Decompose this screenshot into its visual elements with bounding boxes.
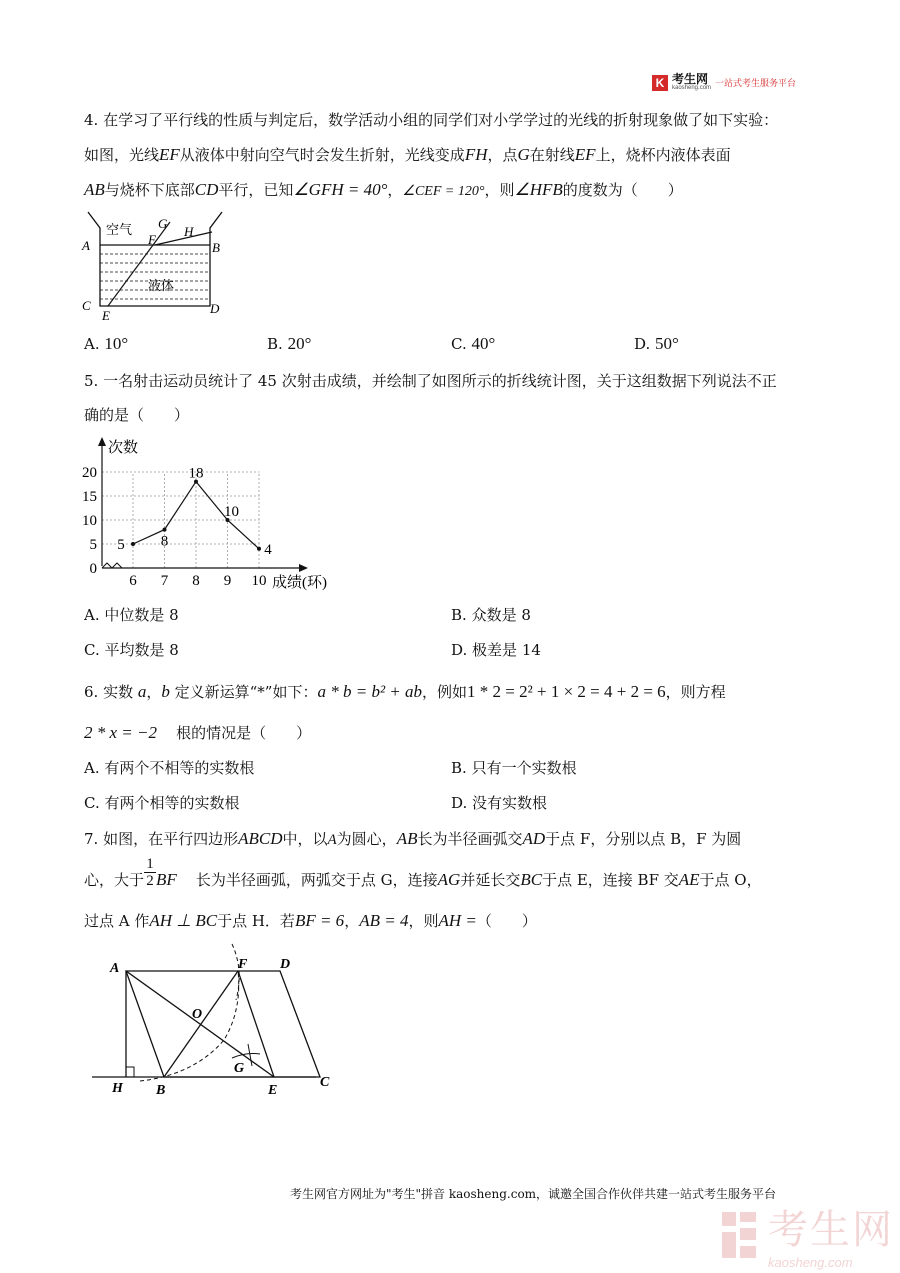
x-tick-label: 9 (223, 573, 232, 589)
label-G: G (158, 216, 168, 231)
y-axis-label: 次数 (108, 440, 139, 456)
label-D: D (210, 301, 220, 316)
data-label: 18 (188, 465, 204, 482)
q7-line3: 过点 A 作AH ⊥ BC于点 H．若BF = 6，AB = 4，则AH =（ ） (84, 911, 537, 930)
q7-line2: 心，大于 $\frac{1}{2}$ BF 长为半径画弧，两弧交于点 G，连接AG并延长交BC于点 E，连接 BF 交AE于点 O， (84, 856, 762, 889)
y-tick-label: 5 (89, 537, 97, 553)
q4-option-c[interactable]: C. 40° (451, 334, 496, 353)
q5-line1: 5. 一名射击运动员统计了 45 次射击成绩，并绘制了如图所示的折线统计图，关于这组数据下列说法不正 (84, 372, 777, 390)
axis-break-icon (102, 563, 122, 568)
label-D: D (280, 957, 291, 972)
q4-line3: AB与烧杯下底部CD平行，已知∠GFH = 40°，∠CEF = 120°，则∠HFB的度数为（ ） (84, 180, 683, 199)
watermark-logo-icon (718, 1206, 762, 1262)
q7-parallelogram-figure (84, 940, 354, 1100)
y-tick-label: 10 (82, 513, 97, 529)
q6-line1: 6. 实数 a，b 定义新运算“*”如下：a * b = b² + ab，例如1 * 2 = 2² + 1 × 2 = 4 + 2 = 6，则方程 (84, 682, 726, 701)
y-tick-label: 15 (82, 489, 97, 505)
x-tick-label: 6 (129, 573, 137, 589)
data-point (257, 547, 261, 551)
q5-option-b[interactable]: B. 众数是 8 (451, 606, 531, 624)
data-label: 4 (264, 541, 272, 558)
q5-line2: 确的是（ ） (84, 406, 190, 424)
label-C: C (82, 298, 91, 313)
q6-option-b[interactable]: B. 只有一个实数根 (451, 759, 577, 777)
q4-option-a[interactable]: A. 10° (84, 334, 129, 353)
data-label: 8 (160, 533, 169, 550)
parallelogram-abcd (126, 971, 320, 1077)
q4-beaker-figure (78, 208, 228, 323)
x-axis-arrow-icon (299, 564, 308, 572)
label-air: 空气 (106, 222, 133, 237)
label-B: B (212, 240, 220, 255)
q6-option-c[interactable]: C. 有两个相等的实数根 (84, 794, 240, 812)
chart-grid (102, 472, 260, 568)
label-G: G (234, 1061, 245, 1076)
label-E: E (102, 308, 110, 323)
q5-option-a[interactable]: A. 中位数是 8 (84, 606, 179, 624)
q6-option-d[interactable]: D. 没有实数根 (451, 794, 548, 812)
arc-g-2 (248, 1044, 252, 1066)
segment-bf (164, 971, 238, 1077)
x-tick-label: 8 (192, 573, 200, 589)
q4-option-b[interactable]: B. 20° (267, 334, 312, 353)
label-H: H (184, 224, 194, 239)
header-slogan: 一站式考生服务平台 (715, 79, 797, 89)
y-axis-arrow-icon (98, 437, 106, 446)
y-tick-labels (82, 465, 97, 577)
label-liquid: 液体 (148, 278, 175, 293)
q6-option-a[interactable]: A. 有两个不相等的实数根 (84, 759, 255, 777)
x-tick-labels (129, 573, 266, 589)
watermark-sub: kaosheng.com (768, 1255, 853, 1270)
logo-domain: kaosheng.com (672, 85, 712, 91)
data-label: 5 (117, 537, 125, 553)
q5-option-c[interactable]: C. 平均数是 8 (84, 641, 179, 659)
x-tick-label: 10 (251, 573, 267, 589)
q4-option-d[interactable]: D. 50° (634, 334, 679, 353)
label-A: A (110, 961, 120, 976)
header-logo (652, 73, 796, 92)
label-O: O (192, 1007, 203, 1022)
x-tick-label: 7 (160, 573, 169, 589)
label-B: B (156, 1083, 166, 1098)
q7-line1: 7. 如图，在平行四边形ABCD中，以A为圆心，AB长为半径画弧交AD于点 F，分别以点 B，F 为圆 (84, 829, 742, 848)
q5-option-d[interactable]: D. 极差是 14 (451, 641, 541, 659)
arc-from-a (140, 971, 239, 1081)
watermark-text: 考生网 (768, 1207, 894, 1253)
watermark (718, 1198, 894, 1270)
y-tick-label: 20 (82, 465, 97, 481)
q5-line-chart (78, 434, 378, 594)
label-F: F (148, 232, 156, 247)
q4-line1: 4. 在学习了平行线的性质与判定后，数学活动小组的同学们对小学学过的光线的折射现象做了如下实验： (84, 111, 779, 129)
logo-brand: 考生网 (672, 72, 709, 86)
logo-wordmark (672, 73, 711, 92)
right-angle-mark (126, 1067, 134, 1077)
label-A: A (82, 238, 90, 253)
q4-line2: 如图，光线EF从液体中射向空气时会发生折射，光线变成FH，点G在射线EF上，烧杯内液体表面 (84, 145, 731, 164)
x-axis-label: 成绩(环) (272, 575, 327, 591)
data-point (131, 542, 135, 546)
data-point (163, 528, 167, 532)
label-E: E (268, 1083, 278, 1098)
q6-line2: 2 * x = −2 根的情况是（ ） (84, 723, 312, 742)
footer-text: 考生网官方网址为"考生"拼音 kaosheng.com，诚邀全国合作伙伴共建一站式考生服务平台 (290, 1187, 777, 1201)
y-tick-label: 0 (89, 561, 97, 577)
data-label: 10 (224, 504, 239, 520)
label-F: F (238, 957, 248, 972)
fraction-half: $\frac{1}{2}$ (144, 856, 156, 889)
label-H: H (112, 1081, 123, 1096)
logo-mark-icon: K (652, 75, 668, 91)
label-C: C (320, 1075, 330, 1090)
